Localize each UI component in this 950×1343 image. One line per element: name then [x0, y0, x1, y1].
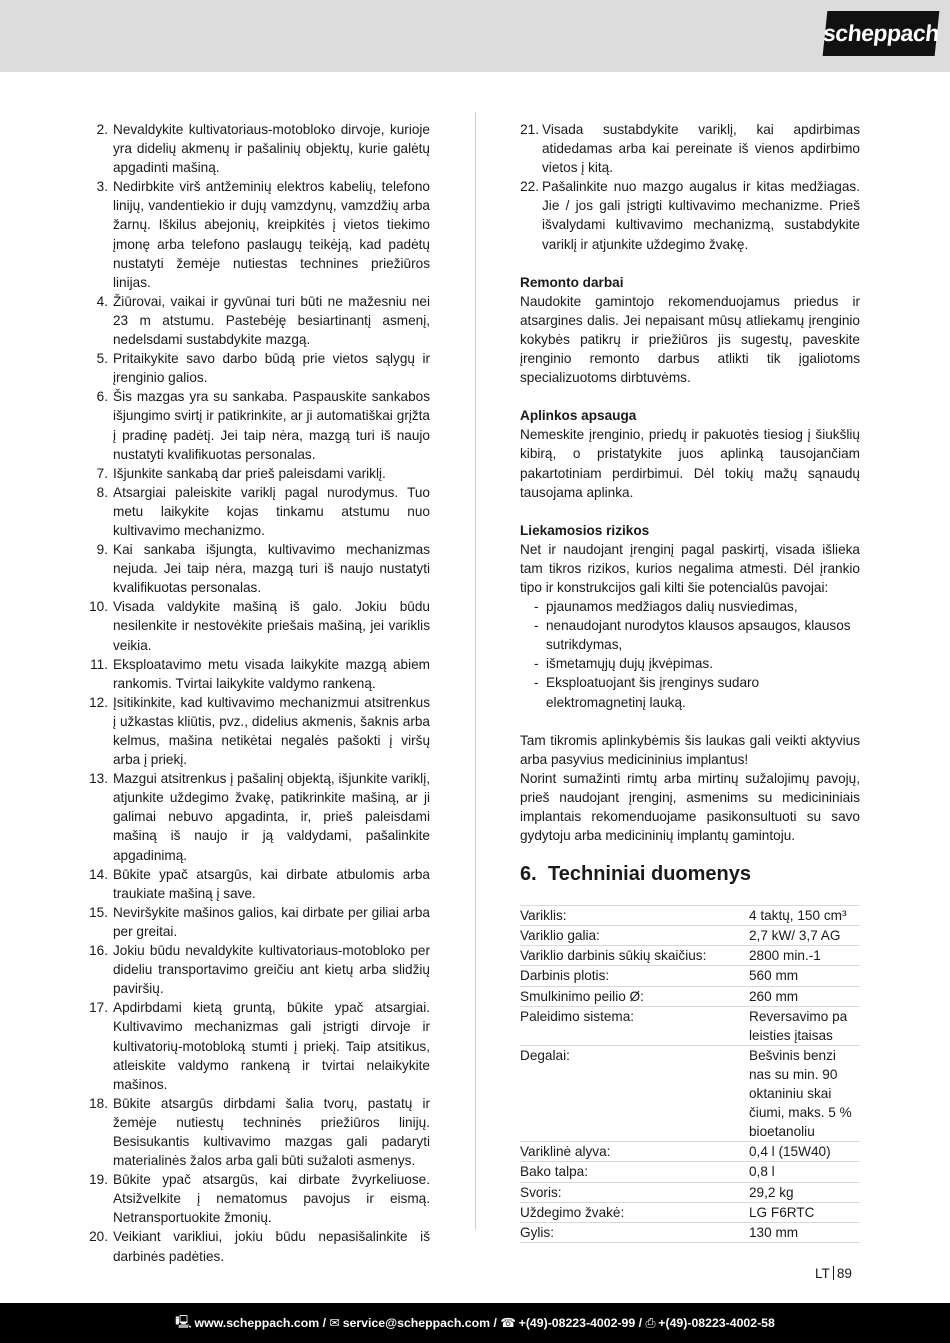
list-item-number: 21.: [520, 122, 539, 137]
list-item-text: Būkite ypač atsargūs, kai dirbate atbulomis arba traukiate mašiną į save.: [113, 866, 430, 901]
phone-icon: ☎: [500, 1316, 516, 1330]
list-item-number: 11.: [90, 656, 108, 672]
spec-label: Degalai:: [520, 1045, 749, 1141]
list-item-text: Nevaldykite kultivatoriaus-motobloko dirvoje, kurioje yra didelių akmenų ir pašalinių objektų, kurie galėtų apgadinti mašiną.: [113, 122, 430, 176]
computer-icon: 🖳: [175, 1314, 192, 1329]
list-item-text: Mazgui atsitrenkus į pašalinį objektą, išjunkite variklį, atjunkite uždegimo žvakę, patikrinkite mašiną, ar ji galimai nebuvo apgadinta, ir, prieš paleisdami mašiną iš naujo ir ją valdydami, pašalinkite apgadinimą.: [113, 771, 430, 863]
footer-email-link[interactable]: service@scheppach.com: [342, 1316, 491, 1330]
list-item: [88, 177, 430, 292]
list-item-text: Įsitikinkite, kad kultivavimo mechanizmui atsitrenkus į užkastas kliūtis, pvz., didelius akmenis, šaknis arba kelmus, mašina netikėtai negalės pašokti į viršų arba į priekį.: [113, 694, 430, 768]
list-item-number: 8.: [96, 484, 108, 500]
list-item-text: Žiūrovai, vaikai ir gyvūnai turi būti ne mažesniu nei 23 m atstumu. Pastebėję besiartinantį asmenį, nedelsdami sustabdykite mazgą.: [113, 293, 430, 348]
tech-data-heading: 6. Techniniai duomenys: [520, 863, 751, 886]
list-item-text: Išjunkite sankabą dar prieš paleisdami variklį.: [113, 465, 386, 481]
list-item-text: Veikiant varikliui, jokiu būdu nepasišalinkite iš darbinės padėties.: [113, 1229, 430, 1264]
list-item-number: 3.: [96, 179, 108, 195]
implant-advice: Norint sumažinti rimtų arba mirtinų sužalojimų pavojų, prieš naudojant įrenginį, asmenims su medicininiais implantais rekomenduojame pasikonsultuoti su savo gydytoju arba medicininių implantų gamintoju.: [520, 770, 860, 844]
list-item-text: Pritaikykite savo darbo būdą prie vietos sąlygų ir įrenginio galios.: [113, 351, 430, 386]
list-item: [88, 483, 430, 540]
environment-heading: Aplinkos apsauga: [520, 408, 637, 424]
list-item-number: 12.: [89, 694, 108, 710]
list-item: [88, 120, 430, 177]
header-bar: [0, 0, 950, 72]
table-row: [520, 1045, 860, 1141]
table-row: [520, 1162, 860, 1182]
table-row: [520, 1182, 860, 1202]
table-row: [520, 926, 860, 946]
spec-label: Variklis:: [520, 906, 749, 926]
list-item-number: 22.: [520, 179, 539, 195]
spec-value: 29,2 kg: [749, 1182, 860, 1202]
spec-label: Variklio galia:: [520, 926, 749, 946]
list-item-number: 20.: [89, 1229, 108, 1245]
list-item-text: Būkite atsargūs dirbdami šalia tvorų, pastatų ir žemėje nutiestų techninės priežiūros linijų. Besisukantis kultivavimo mazgas gali padaryti materialinės žalos arba gali būti sužaloti asmenys.: [113, 1095, 430, 1169]
list-item: [88, 540, 430, 597]
list-item: [88, 1094, 430, 1170]
table-row: [520, 1222, 860, 1242]
list-item-text: Eksploatavimo metu visada laikykite mazgą abiem rankomis. Tvirtai laikykite valdymo rankeną.: [113, 656, 430, 691]
list-item-number: 9.: [96, 542, 108, 558]
list-item: [88, 655, 430, 693]
scheppach-logo: scheppach: [823, 11, 940, 56]
implant-warning: Tam tikromis aplinkybėmis šis laukas gali veikti aktyvius arba pasyvius medicininius implantus!: [520, 732, 860, 767]
list-item-text: Visada valdykite mašiną iš galo. Jokiu būdu nesilenkite ir nestovėkite priešais mašiną, jei variklis veikia.: [113, 599, 430, 653]
spec-label: Smulkinimo peilio Ø:: [520, 986, 749, 1006]
list-item-text: Jokiu būdu nevaldykite kultivatoriaus-motobloko per dideliu transportavimo greičiu ant kietų arba slidžių paviršių.: [113, 943, 430, 997]
list-item-number: 7.: [96, 465, 108, 481]
list-item-number: 4.: [96, 293, 108, 309]
list-item-number: 2.: [96, 122, 108, 137]
column-divider: [475, 112, 476, 1230]
footer-bar: 🖳 www.scheppach.com / ✉ service@scheppach.com / ☎ +(49)-08223-4002-99 / ⎙ +(49)-08223-4002-58: [0, 1303, 950, 1343]
repair-text: Naudokite gamintojo rekomenduojamus priedus ir atsargines dalis. Jei nepaisant mūsų atliekamų įrenginio kokybės patikrų ir priežiūros jis sugestų, paveskite įrenginio remonto darbus atlikti tik įgaliotoms specializuotoms dirbtuvėms.: [520, 293, 860, 386]
list-item: [88, 349, 430, 387]
safety-list-continued: [520, 120, 860, 254]
list-item: [520, 177, 860, 253]
spec-label: Variklinė alyva:: [520, 1142, 749, 1162]
list-item-text: Atsargiai paleiskite variklį pagal nurodymus. Tuo metu laikykite kojas tinkamu atstumu nuo kultivavimo mechanizmo.: [113, 484, 430, 538]
spec-label: Svoris:: [520, 1182, 749, 1202]
footer-phone: +(49)-08223-4002-99: [518, 1316, 636, 1330]
list-item-text: Būkite ypač atsargūs, kai dirbate žvyrkeliuose. Atsižvelkite į nematomus pavojus ir eismą. Netransportuokite žmonių.: [113, 1172, 430, 1226]
list-item-number: 5.: [96, 351, 108, 367]
list-item-number: 19.: [89, 1172, 108, 1188]
list-item-text: Kai sankaba išjungta, kultivavimo mechanizmas nejuda. Jei taip nėra, mazgą turi iš naujo nustatyti kvalifikuotas personalas.: [113, 542, 430, 596]
list-item: [88, 1227, 430, 1265]
list-item: [88, 292, 430, 349]
list-item-text: Apdirbdami kietą gruntą, būkite ypač atsargiai. Kultivavimo mechanizmas gali įstrigti dirvoje ir kultivatorių-motobloką stumti į priekį. Taip atsitikus, atleiskite valdymo rankeną ir tvirtai nelaikykite mašinos.: [113, 1000, 430, 1092]
list-item: [88, 464, 430, 483]
table-row: [520, 1142, 860, 1162]
list-item-number: 13.: [89, 771, 108, 787]
list-item: [520, 120, 860, 177]
list-item-number: 10.: [89, 599, 108, 615]
spec-value: 2,7 kW/ 3,7 AG: [749, 926, 860, 946]
risk-bullet: - pjaunamos medžiagos dalių nusviedimas,: [534, 599, 798, 615]
list-item-text: Nedirbkite virš antžeminių elektros kabelių, telefono linijų, vandentiekio ir dujų vamzdynų, vamzdžių arba žarnų. Iškilus abejonių, kreipkitės į vietos tiekimo įmonę arba telefono paslaugų teikėją, kad padėtų nustatyti žemėje nutiestas technines priežiūros linijas.: [113, 179, 430, 290]
spec-value: 2800 min.-1: [749, 946, 860, 966]
footer-fax: +(49)-08223-4002-58: [658, 1316, 775, 1330]
tech-data-table: [520, 905, 860, 1243]
spec-value: Reversavimo pa leisties įtaisas: [749, 1006, 860, 1045]
list-item: [88, 769, 430, 864]
list-item-text: Pašalinkite nuo mazgo augalus ir kitas medžiagas. Jie / jos gali įstrigti kultivavimo mechanizme. Prieš išvalydami kultivavimo mechanizmą, sustabdykite variklį ir atjunkite uždegimo žvakę.: [542, 179, 860, 252]
list-item-number: 15.: [89, 904, 108, 920]
footer-website-link[interactable]: www.scheppach.com: [194, 1316, 320, 1330]
list-item-text: Neviršykite mašinos galios, kai dirbate per giliai arba per greitai.: [113, 904, 430, 939]
list-item-number: 16.: [89, 943, 108, 959]
list-item: [88, 941, 430, 998]
spec-label: Darbinis plotis:: [520, 966, 749, 986]
list-item: [88, 693, 430, 769]
list-item: [88, 865, 430, 903]
risk-bullet: - nenaudojant nurodytos klausos apsaugos, klausos sutrikdymas,: [534, 618, 851, 653]
spec-value: 560 mm: [749, 966, 860, 986]
table-row: [520, 986, 860, 1006]
risk-bullet: - Eksploatuojant šis įrenginys sudaro elektromagnetinį lauką.: [534, 675, 760, 710]
list-item-text: Šis mazgas yra su sankaba. Paspauskite sankabos išjungimo svirtį ir patikrinkite, ar ji automatiškai grįžta į pradinę padėtį. Jei taip nėra, mazgą turi iš naujo nustatyti kvalifikuotas personalas.: [113, 389, 430, 462]
list-item: [88, 903, 430, 941]
right-column: [520, 120, 860, 1243]
spec-value: 130 mm: [749, 1222, 860, 1242]
list-item-number: 14.: [89, 866, 108, 882]
spec-value: 0,4 l (15W40): [749, 1142, 860, 1162]
list-item-number: 17.: [89, 1000, 108, 1016]
table-row: [520, 1006, 860, 1045]
environment-text: Nemeskite įrenginio, priedų ir pakuotės tiesiog į šiukšlių kibirą, o pristatykite juos aplinką tausojančiam pakartotiniam perdirbimui. Dėl tokių mažų sąnaudų tausojama aplinka.: [520, 427, 860, 500]
spec-label: Variklio darbinis sūkių skaičius:: [520, 946, 749, 966]
spec-label: Gylis:: [520, 1222, 749, 1242]
risks-heading: Liekamosios rizikos: [520, 522, 650, 538]
spec-label: Paleidimo sistema:: [520, 1006, 749, 1045]
spec-label: Bako talpa:: [520, 1162, 749, 1182]
spec-label: Uždegimo žvakė:: [520, 1202, 749, 1222]
spec-value: 260 mm: [749, 986, 860, 1006]
risk-bullet: - išmetamųjų dujų įkvėpimas.: [534, 656, 713, 672]
spec-value: LG F6RTC: [749, 1202, 860, 1222]
fax-icon: ⎙: [645, 1315, 656, 1330]
spec-value: 0,8 l: [749, 1162, 860, 1182]
risks-intro: Net ir naudojant įrenginį pagal paskirtį, visada išlieka tam tikros rizikos, kurios negalima atmesti. Dėl įrankio tipo ir konstrukcijos gali kilti šie potencialūs pavojai:: [520, 541, 860, 595]
list-item-number: 18.: [89, 1095, 108, 1111]
mail-icon: ✉: [329, 1316, 340, 1330]
table-row: [520, 966, 860, 986]
repair-heading: Remonto darbai: [520, 274, 624, 290]
list-item-text: Visada sustabdykite variklį, kai apdirbimas atidedamas arba kai pereinate iš vienos apdirbimo vietos į kitą.: [542, 122, 860, 176]
page-number: LT 89: [815, 1266, 852, 1281]
spec-value: Bešvinis benzi nas su min. 90 oktaniniu skai čiumi, maks. 5 % bioetanoliu: [749, 1045, 860, 1141]
risk-bullet-list: [520, 597, 860, 712]
spec-value: 4 taktų, 150 cm³: [749, 906, 860, 926]
left-column: [88, 120, 430, 1266]
list-item-number: 6.: [96, 389, 108, 405]
list-item: [88, 597, 430, 654]
list-item: [88, 998, 430, 1093]
table-row: [520, 906, 860, 926]
table-row: [520, 946, 860, 966]
table-row: [520, 1202, 860, 1222]
list-item: [88, 1170, 430, 1227]
list-item: [88, 387, 430, 463]
